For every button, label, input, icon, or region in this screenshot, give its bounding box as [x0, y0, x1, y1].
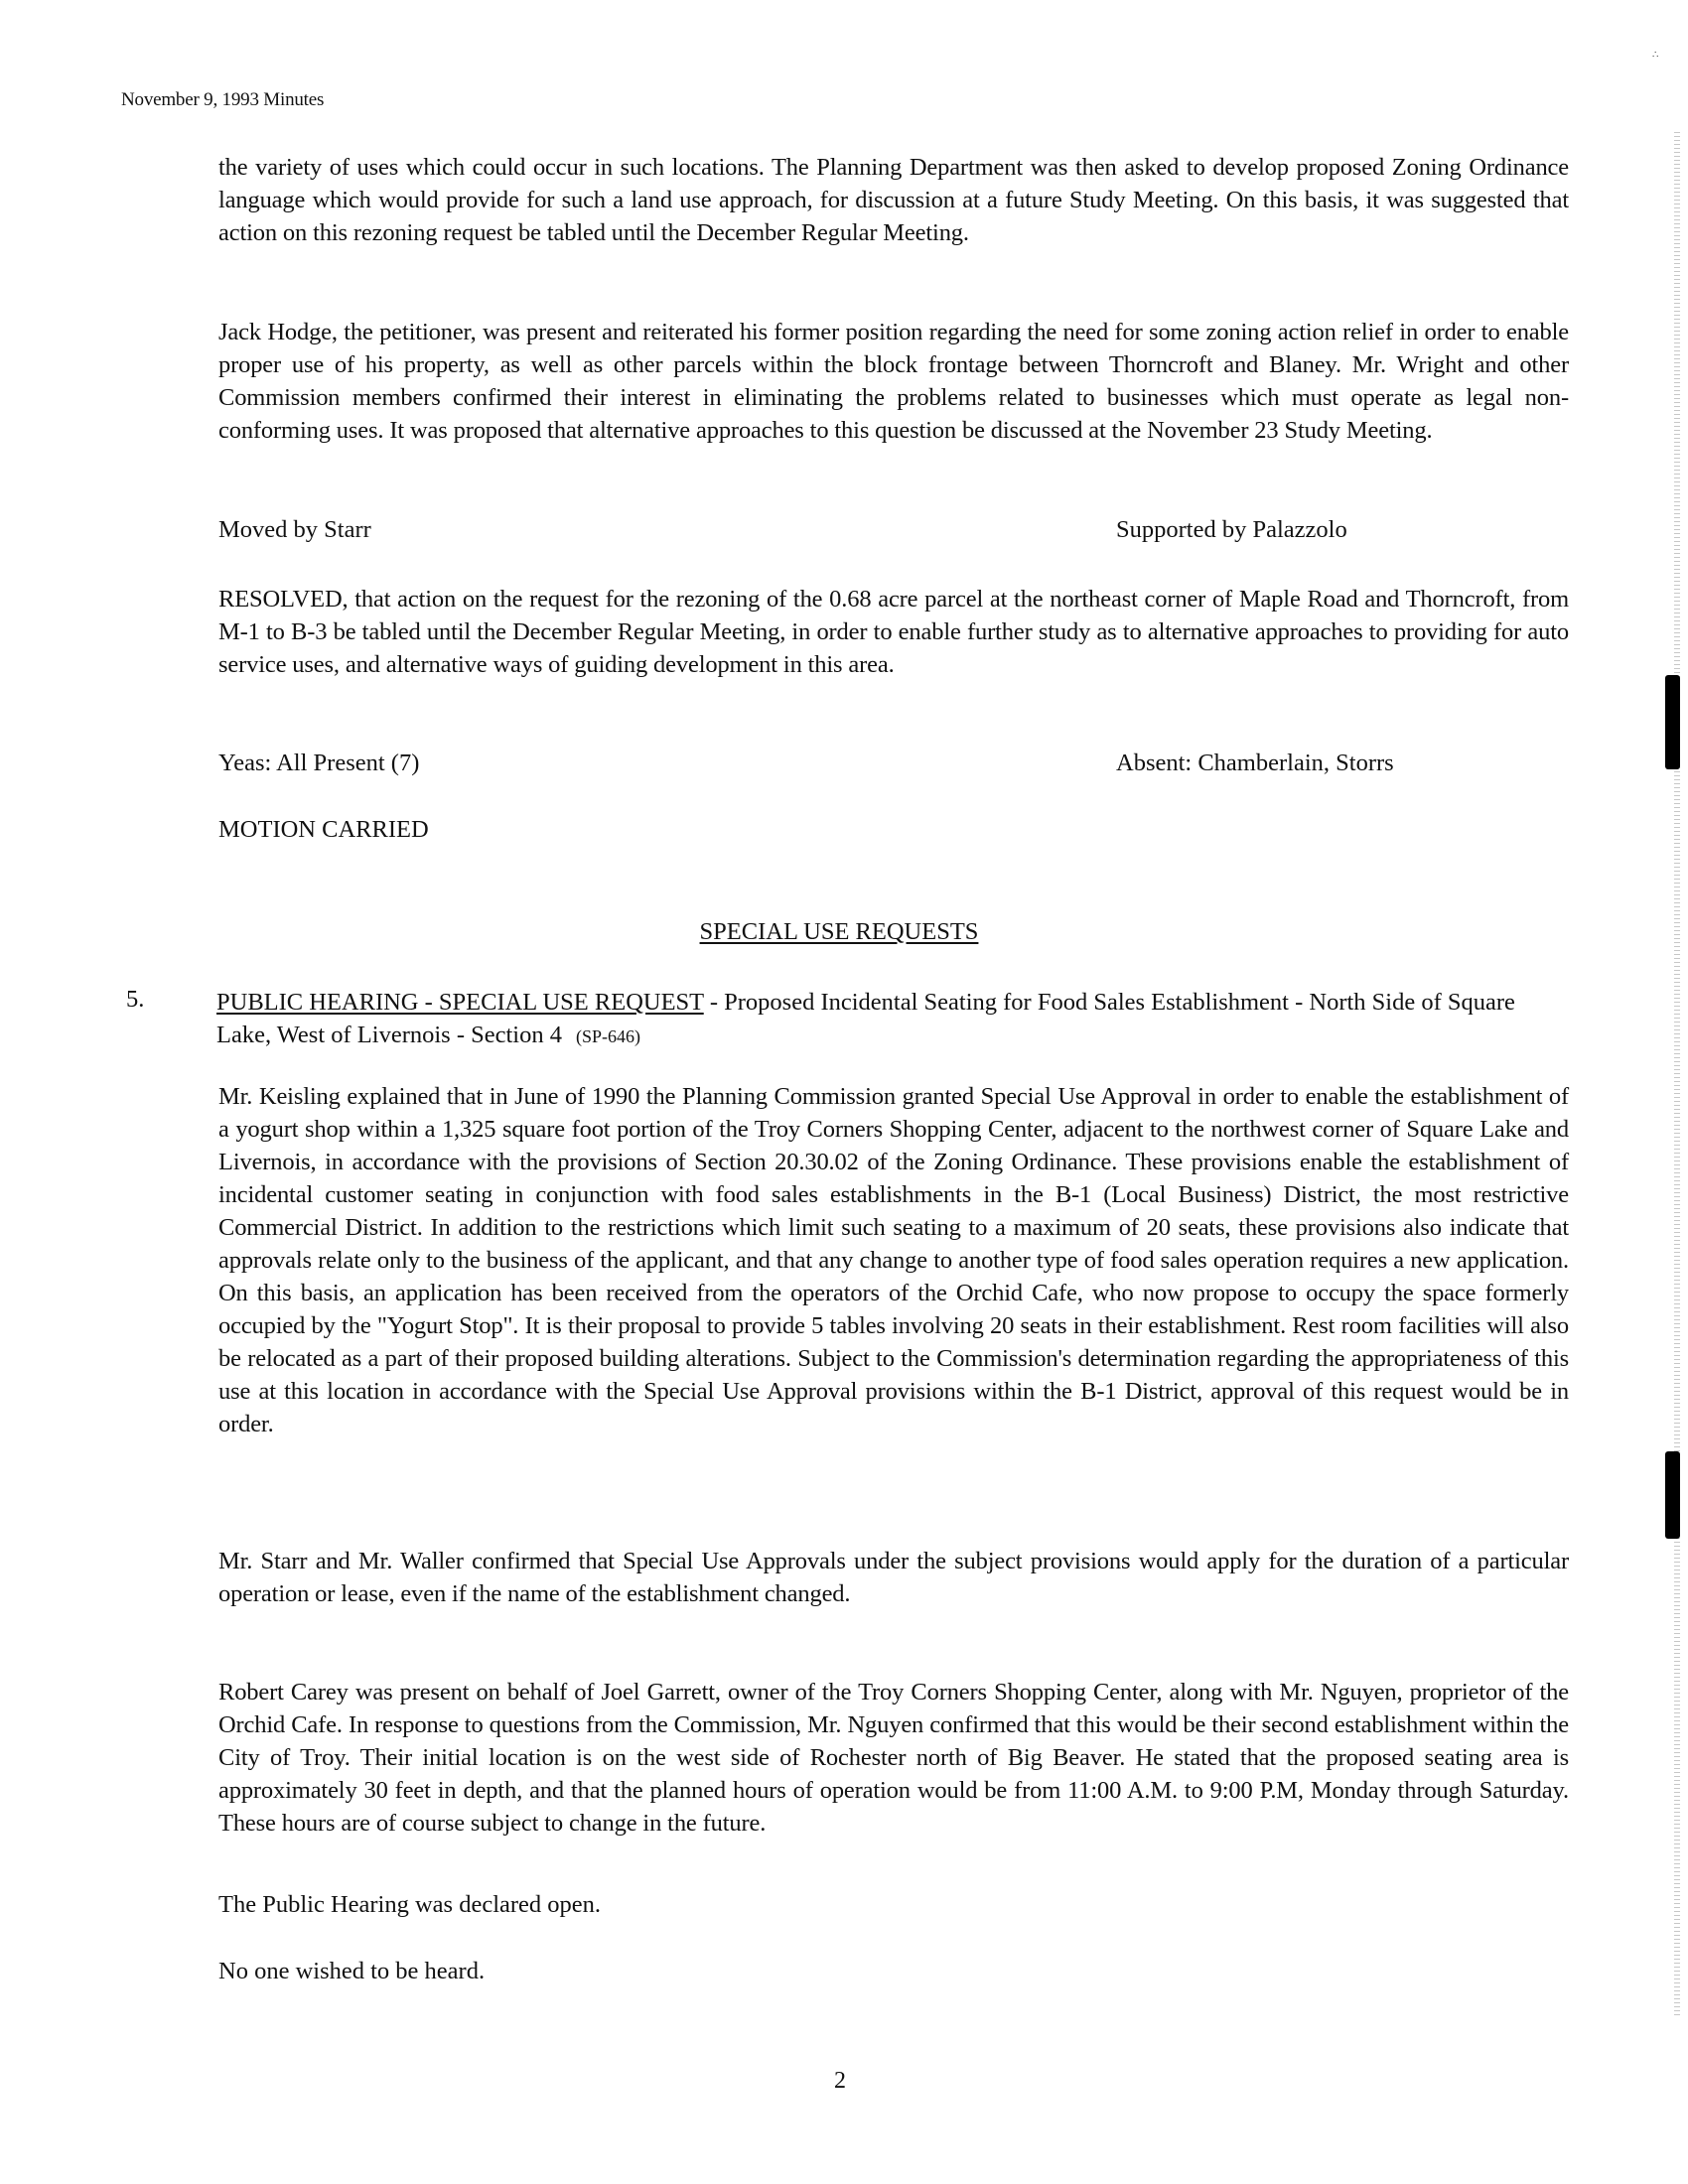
- case-number: (SP-646): [575, 1026, 640, 1046]
- item-heading-description: - Proposed Incidental Seating for Food Sales Establishment - North Side of Square Lake, West of Livernois - Section 4: [216, 989, 1515, 1048]
- hearing-opened: The Public Hearing was declared open.: [218, 1891, 602, 1918]
- yeas-vote: Yeas: All Present (7): [218, 750, 420, 776]
- page-number: 2: [834, 2068, 846, 2094]
- paragraph-jack-hodge: Jack Hodge, the petitioner, was present and reiterated his former position regarding the need for some zoning action relief in order to enable proper use of his property, as well as other parcels within the block frontage between Thorncroft and Blaney. Mr. Wright and other Commission members confirmed their interest in eliminating the problems related to businesses which must operate as legal non-conforming uses. It was proposed that alternative approaches to this question be discussed at the November 23 Study Meeting.: [218, 319, 1569, 444]
- scan-smudge-bottom: [1665, 1451, 1680, 1539]
- page-header: November 9, 1993 Minutes: [121, 89, 325, 110]
- absent-members: Absent: Chamberlain, Storrs: [1116, 750, 1394, 776]
- item-heading-title: PUBLIC HEARING - SPECIAL USE REQUEST: [216, 989, 704, 1016]
- supported-by: Supported by Palazzolo: [1116, 516, 1347, 543]
- section-heading: [0, 918, 1688, 946]
- scan-edge-noise: [1674, 129, 1680, 2015]
- paragraph-keisling: Mr. Keisling explained that in June of 1990 the Planning Commission granted Special Use Approval in order to enable the establishment of a yogurt shop within a 1,325 square foot portion of the Troy Corners Shopping Center, adjacent to the northwest corner of Square Lake and Livernois, in accordance with the provisions of Section 20.30.02 of the Zoning Ordinance. These provisions enable the establishment of incidental customer seating in conjunction with food sales establishments in the B-1 (Local Business) District, the most restrictive Commercial District. In addition to the restrictions which limit such seating to a maximum of 20 seats, these provisions also indicate that approvals relate only to the business of the applicant, and that any change to another type of food sales operation requires a new application. On this basis, an application has been received from the operators of the Orchid Cafe, who now propose to occupy the space formerly occupied by the "Yogurt Stop". It is their proposal to provide 5 tables involving 20 seats in their establishment. Rest room facilities will also be relocated as a part of their proposed building alterations. Subject to the Commission's determination regarding the appropriateness of this use at this location in accordance with the Special Use Approval provisions within the B-1 District, approval of this request would be in order.: [218, 1083, 1569, 1437]
- paragraph-robert-carey: Robert Carey was present on behalf of Joel Garrett, owner of the Troy Corners Shopping Center, along with Mr. Nguyen, proprietor of the Orchid Cafe. In response to questions from the Commission, Mr. Nguyen confirmed that this would be their second establishment within the City of Troy. Their initial location is on the west side of Rochester north of Big Beaver. He stated that the proposed seating area is approximately 30 feet in depth, and that the planned hours of operation would be from 11:00 A.M. to 9:00 P.M, Monday through Saturday. These hours are of course subject to change in the future.: [218, 1679, 1569, 1837]
- item-number: 5.: [126, 986, 145, 1013]
- no-speakers: No one wished to be heard.: [218, 1958, 486, 1984]
- scan-smudge-top: [1665, 675, 1680, 769]
- resolution-text: RESOLVED, that action on the request for the rezoning of the 0.68 acre parcel at the northeast corner of Maple Road and Thorncroft, from M-1 to B-3 be tabled until the December Regular Meeting, in order to enable further study as to alternative approaches to providing for auto service uses, and alternative ways of guiding development in this area.: [218, 586, 1569, 678]
- item-heading: [216, 986, 1569, 1053]
- section-heading-text: SPECIAL USE REQUESTS: [699, 918, 979, 945]
- paragraph-tabling-context: the variety of uses which could occur in such locations. The Planning Department was then asked to develop proposed Zoning Ordinance language which would provide for such a land use approach, for discussion at a future Study Meeting. On this basis, it was suggested that action on this rezoning request be tabled until the December Regular Meeting.: [218, 154, 1569, 246]
- scan-mark: ∴: [1652, 50, 1659, 61]
- paragraph-starr-waller: Mr. Starr and Mr. Waller confirmed that Special Use Approvals under the subject provisions would apply for the duration of a particular operation or lease, even if the name of the establishment changed.: [218, 1548, 1569, 1607]
- moved-by: Moved by Starr: [218, 516, 371, 543]
- motion-result: MOTION CARRIED: [218, 816, 429, 843]
